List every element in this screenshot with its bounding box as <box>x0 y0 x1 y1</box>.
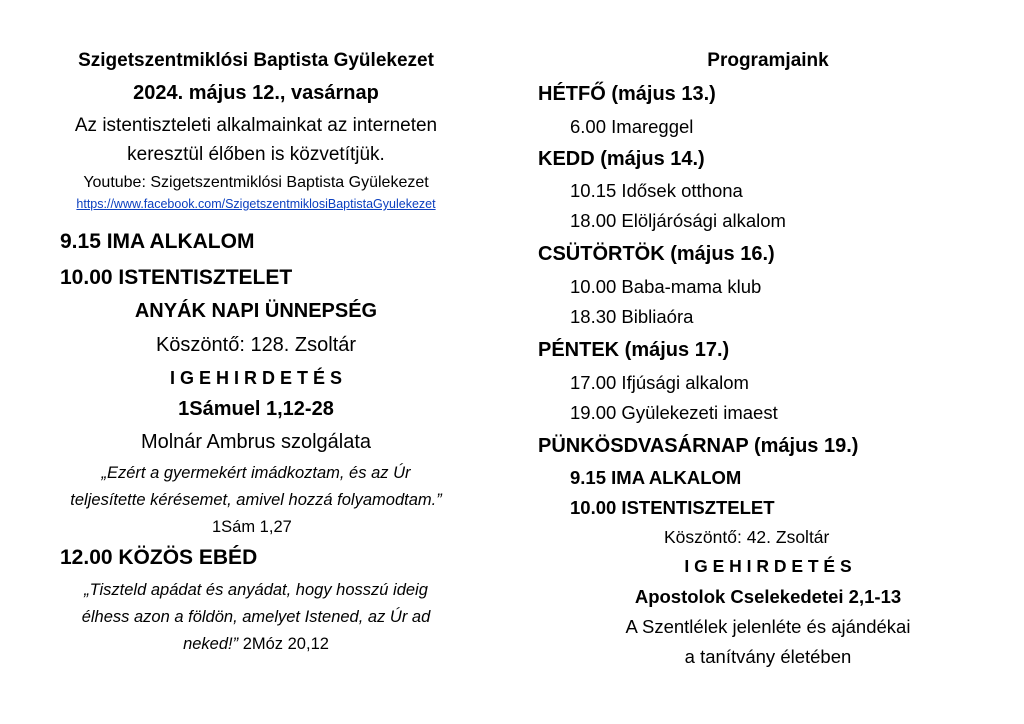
day-tuesday: KEDD (május 14.) <box>538 148 705 170</box>
quote-2-reference: 2Móz 20,12 <box>238 635 329 653</box>
quote-1-line-1: „Ezért a gyermekért imádkoztam, és az Úr <box>101 464 411 482</box>
pentecost-prayer: 9.15 IMA ALKALOM <box>570 467 742 488</box>
sermon-heading: I G E H I R D E T É S <box>169 368 343 388</box>
pentecost-greeting: Köszöntő: 42. Zsoltár <box>664 527 830 547</box>
pentecost-service: 10.00 ISTENTISZTELET <box>570 497 775 518</box>
day-pentecost: PÜNKÖSDVASÁRNAP (május 19.) <box>538 435 859 457</box>
stream-line-2: keresztül élőben is közvetítjük. <box>127 144 385 165</box>
tuesday-item-1: 10.15 Idősek otthona <box>570 180 743 201</box>
day-monday: HÉTFŐ (május 13.) <box>538 83 716 105</box>
prayer-time: 9.15 IMA ALKALOM <box>60 230 255 253</box>
friday-item-1: 17.00 Ifjúsági alkalom <box>570 372 749 393</box>
scripture-reference: 1Sámuel 1,12-28 <box>178 398 334 420</box>
youtube-line: Youtube: Szigetszentmiklósi Baptista Gyülekezet <box>83 174 429 191</box>
tuesday-item-2: 18.00 Elöljárósági alkalom <box>570 210 786 231</box>
day-friday: PÉNTEK (május 17.) <box>538 339 730 361</box>
pentecost-scripture: Apostolok Cselekedetei 2,1-13 <box>634 586 902 607</box>
greeting-psalm: Köszöntő: 128. Zsoltár <box>155 334 357 356</box>
programs-title: Programjaink <box>707 50 829 71</box>
church-name: Szigetszentmiklósi Baptista Gyülekezet <box>78 50 434 71</box>
thursday-item-1: 10.00 Baba-mama klub <box>570 276 762 297</box>
pentecost-topic-line-2: a tanítvány életében <box>684 646 852 667</box>
service-time: 10.00 ISTENTISZTELET <box>60 266 293 289</box>
thursday-item-2: 18.30 Bibliaóra <box>570 306 694 327</box>
quote-2-line-1: „Tiszteld apádat és anyádat, hogy hosszú ideig <box>84 581 428 599</box>
quote-2-line-3 <box>0 635 512 654</box>
quote-1-line-2: teljesítette kérésemet, amivel hozzá folyamodtam.” <box>70 491 442 509</box>
monday-item-1: 6.00 Imareggel <box>570 116 694 137</box>
quote-2-line-2: élhess azon a földön, amelyet Istened, az Úr ad <box>81 608 431 626</box>
quote-1-reference: 1Sám 1,27 <box>212 518 292 536</box>
pentecost-sermon-heading: I G E H I R D E T É S <box>684 556 852 576</box>
preacher: Molnár Ambrus szolgálata <box>140 431 372 453</box>
mothers-day-heading: ANYÁK NAPI ÜNNEPSÉG <box>134 300 378 322</box>
pentecost-topic-line-1: A Szentlélek jelenléte és ajándékai <box>625 616 911 637</box>
day-thursday: CSÜTÖRTÖK (május 16.) <box>538 243 775 265</box>
friday-item-2: 19.00 Gyülekezeti imaest <box>570 402 778 423</box>
quote-2-line-3-text: neked!” <box>183 635 239 653</box>
facebook-link[interactable]: https://www.facebook.com/SzigetszentmiklosiBaptistaGyulekezet <box>76 197 436 211</box>
service-date: 2024. május 12., vasárnap <box>133 82 379 104</box>
lunch-time: 12.00 KÖZÖS EBÉD <box>60 546 258 569</box>
stream-line-1: Az istentiszteleti alkalmainkat az interneten <box>74 115 438 136</box>
